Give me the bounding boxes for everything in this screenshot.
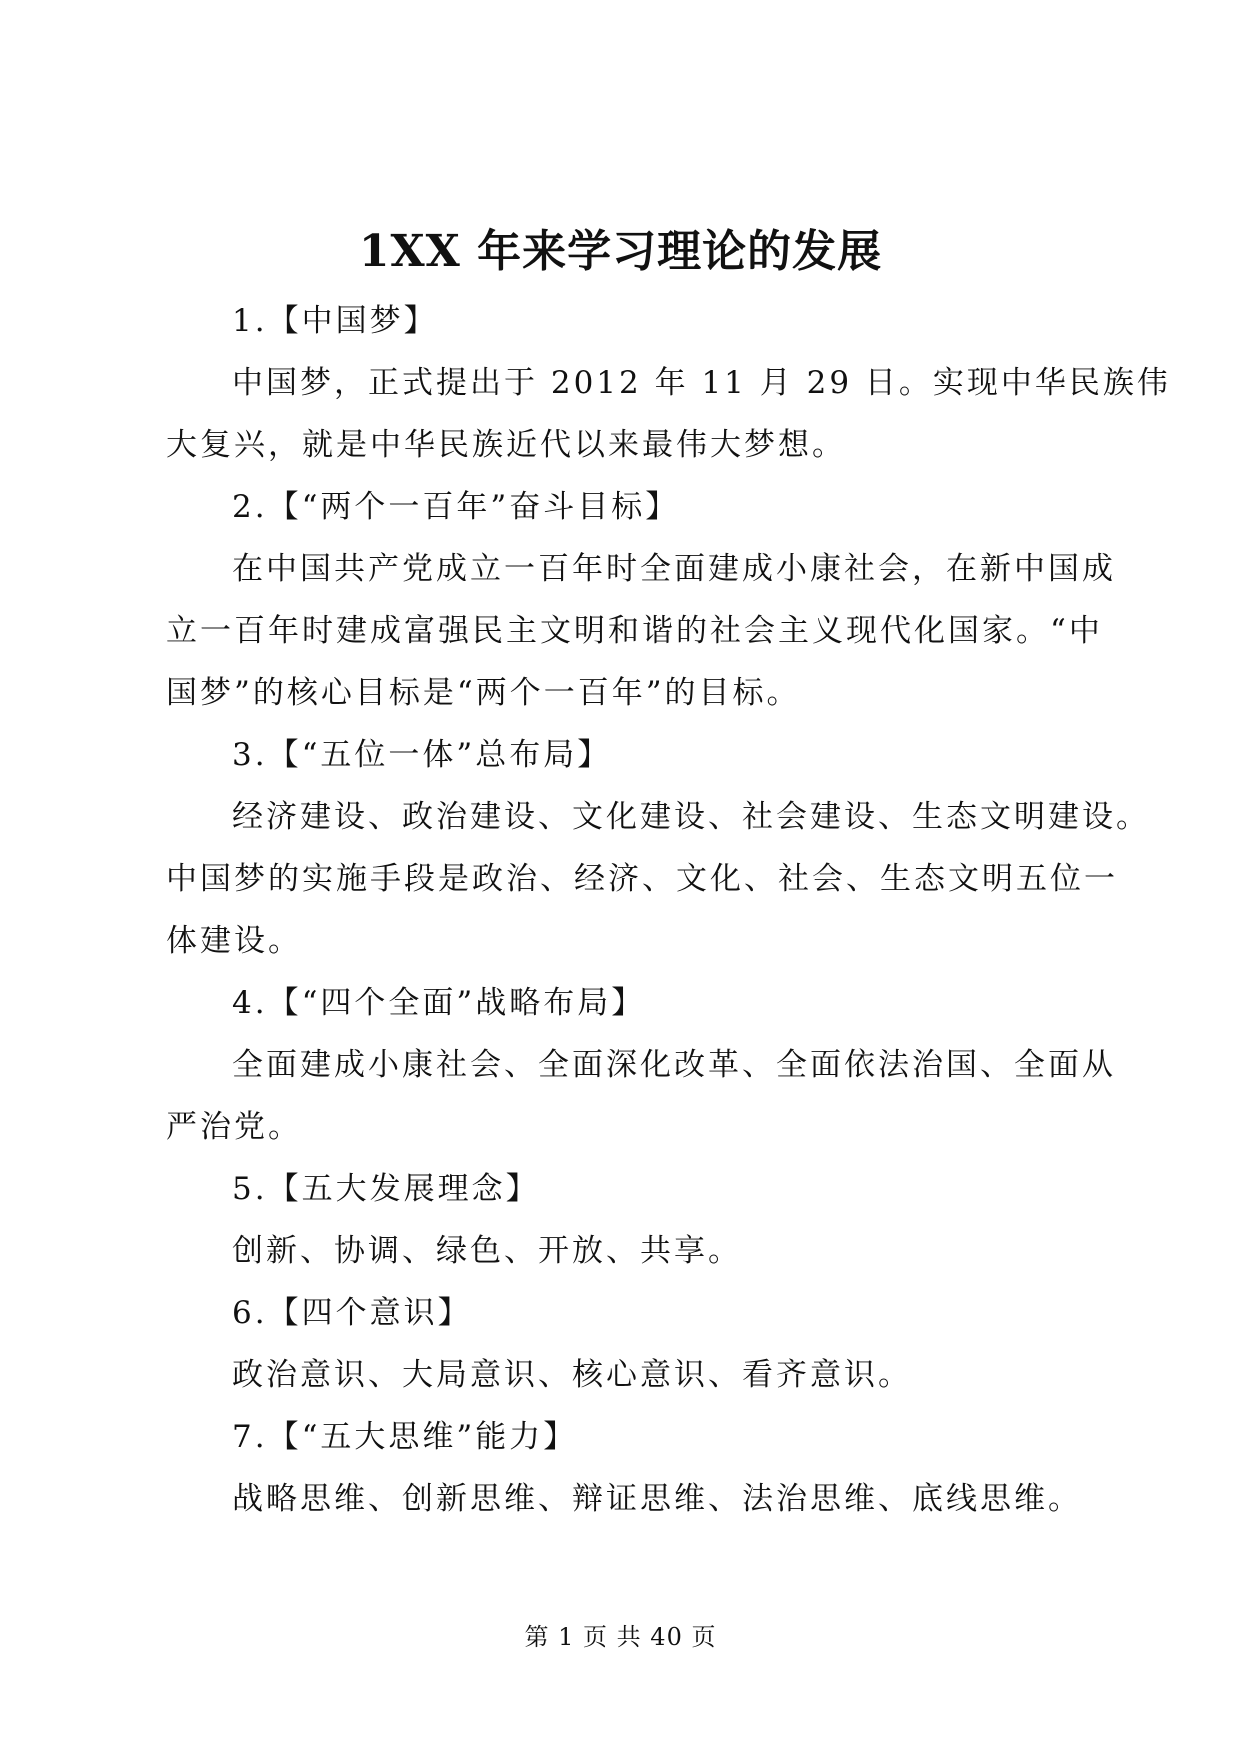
paragraph-line: 大复兴，就是中华民族近代以来最伟大梦想。 bbox=[166, 427, 846, 463]
paragraph-line: 全面建成小康社会、全面深化改革、全面依法治国、全面从 bbox=[232, 1047, 1116, 1083]
paragraph-line: 战略思维、创新思维、辩证思维、法治思维、底线思维。 bbox=[232, 1481, 1082, 1517]
paragraph-line: 国梦”的核心目标是“两个一百年”的目标。 bbox=[166, 675, 801, 711]
section-five-development-concepts bbox=[166, 1158, 1080, 1282]
document-title: 1XX 年来学习理论的发展 bbox=[358, 226, 883, 277]
paragraph-line: 经济建设、政治建设、文化建设、社会建设、生态文明建设。 bbox=[232, 799, 1150, 835]
paragraph-line: 体建设。 bbox=[166, 923, 302, 959]
section-five-in-one bbox=[166, 724, 1150, 972]
section-heading: 6.【四个意识】 bbox=[232, 1295, 472, 1331]
section-heading: 5.【五大发展理念】 bbox=[232, 1171, 540, 1207]
paragraph-line: 政治意识、大局意识、核心意识、看齐意识。 bbox=[232, 1357, 912, 1393]
section-heading: 3.【“五位一体”总布局】 bbox=[232, 737, 612, 773]
paragraph-line: 创新、协调、绿色、开放、共享。 bbox=[232, 1233, 742, 1269]
paragraph-line: 立一百年时建成富强民主文明和谐的社会主义现代化国家。“中 bbox=[166, 613, 1103, 649]
section-heading: 4.【“四个全面”战略布局】 bbox=[232, 985, 646, 1021]
paragraph-line: 中国梦，正式提出于 2012 年 11 月 29 日。实现中华民族伟 bbox=[232, 365, 1171, 401]
section-chinese-dream bbox=[166, 290, 1171, 476]
page-footer: 第 1 页 共 40 页 bbox=[524, 1623, 717, 1651]
section-heading: 2.【“两个一百年”奋斗目标】 bbox=[232, 489, 680, 525]
section-heading: 1.【中国梦】 bbox=[232, 303, 438, 339]
paragraph-line: 中国梦的实施手段是政治、经济、文化、社会、生态文明五位一 bbox=[166, 861, 1118, 897]
section-heading: 7.【“五大思维”能力】 bbox=[232, 1419, 578, 1455]
paragraph-line: 严治党。 bbox=[166, 1109, 302, 1145]
section-five-thinking-abilities bbox=[166, 1406, 1080, 1530]
section-four-consciousness bbox=[166, 1282, 1080, 1406]
section-two-centenary-goals bbox=[166, 476, 1116, 724]
document-body bbox=[166, 290, 1171, 1530]
section-four-comprehensives bbox=[166, 972, 1116, 1158]
paragraph-line: 在中国共产党成立一百年时全面建成小康社会，在新中国成 bbox=[232, 551, 1116, 587]
